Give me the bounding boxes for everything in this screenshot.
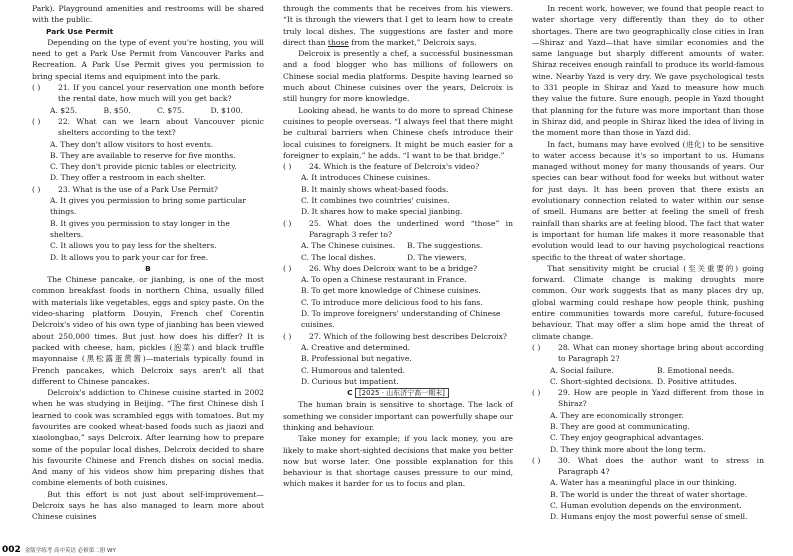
option: D. They think more about the long term.	[550, 444, 706, 454]
option: C. It allows you to pay less for the shelters.	[50, 241, 217, 251]
option: D. It allows you to park your car for free.	[50, 252, 209, 262]
question-21-options: A. $25. B. $50. C. $75. D. $100.	[50, 105, 243, 115]
option: A. They don't allow visitors to host events.	[50, 139, 214, 149]
question-22: ( ) 22. What can we learn about Vancouver picnic shelters according to the text?	[32, 116, 264, 138]
page-number: 002	[2, 545, 21, 555]
question-28-options-cd: C. Short-sighted decisions. D. Positive attitudes.	[550, 376, 737, 386]
option: C. They enjoy geographical advantages.	[550, 433, 704, 443]
question-23: ( ) 23. What is the use of a Park Use Permit?	[32, 184, 218, 194]
paragraph: Looking ahead, he wants to do more to spread Chinese cuisines to people overseas. “I always feel that there might be cultural barriers when Chinese chefs introduce their local cuisines to foreigners. It might be much easier for a foreigner to explain,” he adds. “I want to be that bridge.”	[283, 105, 513, 160]
paragraph: In fact, humans may have evolved (进化) to be sensitive to water access because it's so important to us. Humans managed without money for many thousands of years. Our species can bear without food for weeks but without water for just days. It has been proven that there exists an evolutionary connection related to water within our sense of smell. Humans are better at feeling the smell of fresh rainfall than sharks are at feeling blood. The fact that water is important for human life makes it more reasonable that evolution would lead to our having psychological reactions specific to the threat of water shortage.	[532, 139, 764, 262]
option: B. It mainly shows wheat-based foods.	[301, 184, 449, 194]
question-28-options-ab: A. Social failure. B. Emotional needs.	[550, 365, 735, 375]
question-21: ( ) 21. If you cancel your reservation one month before the rental date, how much will you get back?	[32, 83, 264, 104]
paragraph: Take money for example; if you lack money, you are likely to make short-sighted decisions that make you better now but worse later. One possible explanation for this behaviour is that shortage causes pressure to our mind, which makes it harder for us to focus and plan.	[283, 434, 513, 489]
source-tag: [2025 · 山东济宁高一期末]	[355, 388, 449, 398]
column-right	[532, 3, 764, 523]
footer-text: 金版学练考 高中英语 必修第二册 WY	[24, 548, 116, 554]
question-25-options-cd: C. The local dishes. D. The viewers.	[301, 252, 467, 262]
section-b-heading: B	[145, 263, 151, 273]
option: C. Humorous and talented.	[301, 365, 405, 375]
option: B. The world is under the threat of water shortage.	[550, 489, 748, 499]
option: B. To get more knowledge of Chinese cuisines.	[301, 286, 481, 296]
question-24: ( ) 24. Which is the feature of Delcroix's video?	[283, 162, 480, 172]
paragraph: Depending on the type of event you're hosting, you will need to get a Park Use Permit from Vancouver Parks and Recreation. A Park Use Permit gives you permission to bring special items and equipment into the park.	[32, 37, 264, 81]
option: A. To open a Chinese restaurant in France.	[301, 275, 467, 285]
column-left	[32, 3, 264, 523]
option: A. Creative and determined.	[301, 342, 410, 352]
option: A. Water has a meaningful place in our thinking.	[550, 478, 737, 488]
option: A. It introduces Chinese cuisines.	[301, 173, 431, 183]
section-c-heading: C [2025 · 山东济宁高一期末]	[283, 387, 513, 399]
column-middle	[283, 3, 513, 490]
option: C. It combines two countries' cuisines.	[301, 196, 450, 206]
paragraph: Park). Playground amenities and restrooms will be shared with the public.	[32, 4, 264, 25]
option: A. It gives you permission to bring some particular things.	[50, 196, 246, 217]
option: B. Professional but negative.	[301, 354, 412, 364]
underlined-word: those	[327, 37, 349, 47]
paragraph: But this effort is not just about self-improvement—Delcroix says he has also managed to learn more about Chinese cuisines	[32, 489, 264, 522]
option: B. It gives you permission to stay longer in the shelters.	[50, 218, 230, 239]
question-25-options-ab: A. The Chinese cuisines. B. The suggestions.	[301, 241, 483, 251]
option: B. They are available to reserve for five months.	[50, 150, 236, 160]
section-heading: Park Use Permit	[46, 26, 114, 36]
paragraph: Delcroix's addiction to Chinese cuisine started in 2002 when he was studying in Beijing. “The first Chinese dish I learned to cook was scrambled eggs with tomatoes. But my favourites are cooked wheat-based foods such as jiaozi and xiaolongbao,” says Delcroix. After learning how to prepare some of the popular local dishes, Delcroix decided to share his favourite Chinese and French dishes on social media. And many of his videos show him preparing dishes that combine elements of both cuisines.	[32, 388, 264, 488]
question-27: ( ) 27. Which of the following best describes Delcroix?	[283, 331, 507, 341]
option: D. To improve foreigners' understanding of Chinese cuisines.	[301, 309, 501, 330]
option: C. To introduce more delicious food to his fans.	[301, 297, 483, 307]
question-29: ( ) 29. How are people in Yazd different from those in Shiraz?	[532, 388, 764, 409]
question-26: ( ) 26. Why does Delcroix want to be a bridge?	[283, 263, 478, 273]
option: C. They don't provide picnic tables or electricity.	[50, 162, 237, 172]
paragraph: Delcroix is presently a chef, a successful businessman and a food blogger who has millions of followers on Chinese social media platforms. Despite having learned so much about Chinese cuisines over the years, Delcroix is still hungry for more knowledge.	[283, 49, 513, 104]
paragraph: through the comments that he receives from his viewers. “It is through the viewers that I get to learn how to create truly local dishes. The suggestions are faster and more direct than those from the market,” Delcroix says.	[283, 4, 513, 47]
question-25: ( ) 25. What does the underlined word “those” in Paragraph 3 refer to?	[283, 218, 513, 239]
page-footer	[2, 545, 116, 555]
question-30: ( ) 30. What does the author want to stress in Paragraph 4?	[532, 455, 764, 477]
option: D. Humans enjoy the most powerful sense of smell.	[550, 512, 748, 522]
paragraph: The human brain is sensitive to shortage. The lack of something we consider important can powerfully shape our thinking and behaviour.	[283, 400, 513, 432]
question-28: ( ) 28. What can money shortage bring about according to Paragraph 2?	[532, 342, 764, 364]
option: D. They offer a restroom in each shelter.	[50, 173, 206, 183]
paragraph: In recent work, however, we found that people react to water shortage very differently than they do to other shortages. There are two geographically close cities in Iran—Shiraz and Yazd—that have similar economies and the same language but sharply different amounts of water. Shiraz receives enough rainfall to produce its world-famous wine. Nearby Yazd is very dry. We gave psychological tests to 331 people in Shiraz and Yazd to measure how much they value the future. Sure enough, people in Yazd thought that planning for the future was more important than those in Shiraz did, and people in Shiraz liked the idea of living in the moment more than those in Yazd did.	[532, 4, 764, 138]
option: D. Curious but impatient.	[301, 376, 399, 386]
option: B. They are good at communicating.	[550, 421, 690, 431]
paragraph: The Chinese pancake, or jianbing, is one of the most common breakfast foods in northern China, usually filled with materials like vegetables, eggs and spicy paste. On the video-sharing platform Douyin, French chef Corentin Delcroix's video of his own type of jianbing has been viewed about 250,000 times. But just how does his differ? It is packed with cheese, ham, pickles (泡菜) and black truffle mayonnaise (黑松露蛋黄酱)—materials typically found in French pancakes, which Delcroix says aren't all that different to Chinese pancakes.	[32, 275, 264, 386]
option: C. Human evolution depends on the environment.	[550, 501, 742, 511]
option: D. It shares how to make special jianbing.	[301, 207, 463, 217]
option: A. They are economically stronger.	[550, 410, 684, 420]
paragraph: That sensitivity might be crucial (至关重要的) going forward. Climate change is making droughts more common. Our work suggests that as many places dry up, global warming could reshape how people think, pushing entire communities towards more careful, future-focused behaviour. That may offer a slim hope amid the threat of climate change.	[532, 263, 764, 341]
